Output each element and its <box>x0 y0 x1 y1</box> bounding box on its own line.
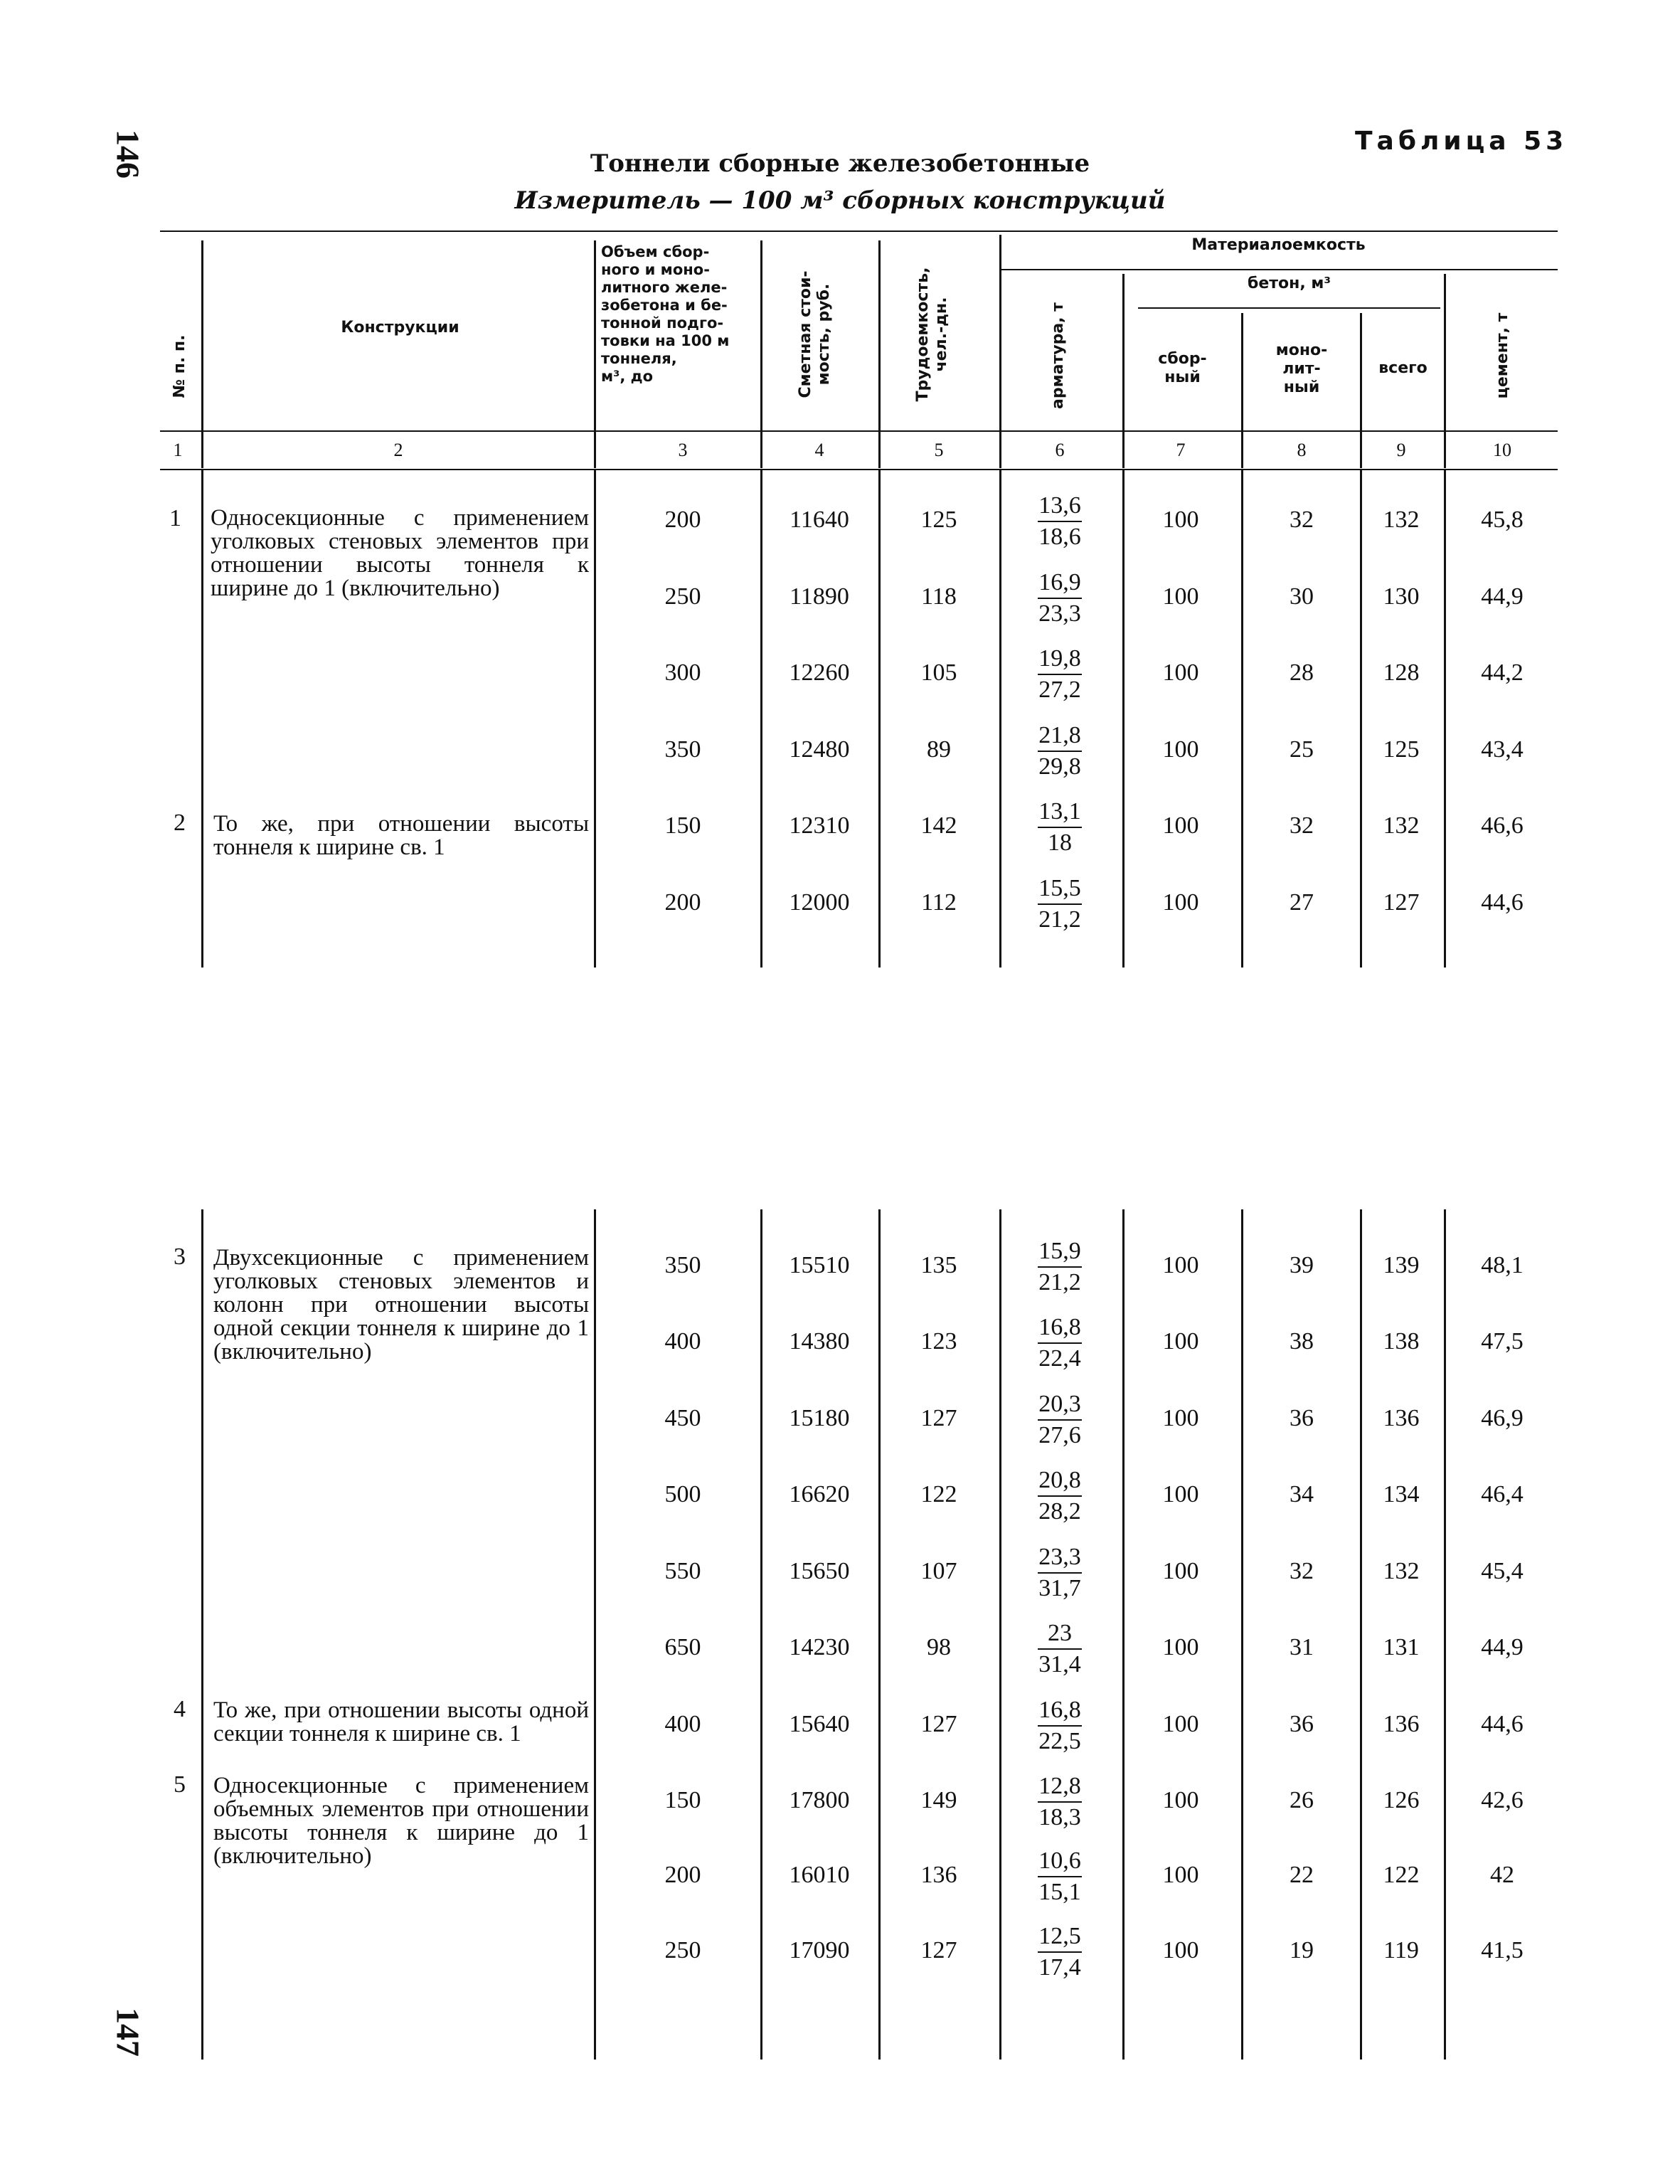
cement-cell: 46,6 <box>1481 812 1524 839</box>
cement-cell: 42 <box>1490 1862 1514 1888</box>
header-concrete: бетон, м³ <box>1248 275 1331 292</box>
volume-cell: 250 <box>664 1937 701 1963</box>
rebar-fraction <box>1035 1467 1085 1525</box>
volume-cell: 350 <box>664 736 701 763</box>
header-divider <box>1360 313 1362 468</box>
cement-cell: 45,8 <box>1481 507 1524 533</box>
rebar-fraction <box>1035 798 1085 857</box>
monolithic-cell: 36 <box>1290 1711 1314 1737</box>
precast-cell: 100 <box>1162 1481 1199 1507</box>
rebar-denominator: 17,4 <box>1038 1954 1081 1981</box>
column-divider <box>760 1209 762 2060</box>
rebar-numerator: 21,8 <box>1038 722 1081 748</box>
fraction-bar <box>1038 1801 1082 1803</box>
cost-cell: 12310 <box>789 812 850 839</box>
rebar-numerator: 16,8 <box>1038 1314 1081 1340</box>
monolithic-cell: 27 <box>1290 889 1314 916</box>
volume-cell: 350 <box>664 1252 701 1278</box>
cost-cell: 16010 <box>789 1862 850 1888</box>
rebar-fraction <box>1035 1848 1085 1906</box>
cement-cell: 44,9 <box>1481 583 1524 610</box>
header-rebar: арматура, т <box>1049 302 1067 409</box>
rebar-numerator: 10,6 <box>1038 1848 1081 1874</box>
table-label: Таблица 53 <box>1355 127 1568 156</box>
fraction-bar <box>1038 521 1082 522</box>
cost-cell: 15650 <box>789 1558 850 1584</box>
column-divider <box>999 1209 1001 2060</box>
rebar-fraction <box>1035 1544 1085 1602</box>
header-divider <box>760 240 762 468</box>
rebar-numerator: 16,9 <box>1038 569 1081 595</box>
rebar-numerator: 13,6 <box>1038 492 1081 519</box>
total-cell: 136 <box>1383 1405 1420 1431</box>
rebar-numerator: 20,8 <box>1038 1467 1081 1493</box>
volume-cell: 150 <box>664 1787 701 1813</box>
rebar-fraction <box>1035 1314 1085 1372</box>
volume-cell: 250 <box>664 583 701 610</box>
labor-cell: 127 <box>920 1405 957 1431</box>
header-total: всего <box>1378 359 1428 377</box>
rebar-denominator: 18 <box>1048 829 1072 856</box>
column-number: 7 <box>1176 440 1186 460</box>
labor-cell: 149 <box>920 1787 957 1813</box>
precast-cell: 100 <box>1162 1862 1199 1888</box>
column-number: 4 <box>814 440 824 460</box>
column-divider <box>201 1209 203 2060</box>
cement-cell: 46,4 <box>1481 1481 1524 1507</box>
monolithic-cell: 28 <box>1290 659 1314 686</box>
rebar-fraction <box>1035 1391 1085 1449</box>
cement-cell: 42,6 <box>1481 1787 1524 1813</box>
cost-cell: 15640 <box>789 1711 850 1737</box>
rebar-denominator: 28,2 <box>1038 1498 1081 1525</box>
header-divider <box>878 240 881 468</box>
total-cell: 131 <box>1383 1634 1420 1660</box>
header-divider <box>201 240 203 468</box>
group-number: 5 <box>174 1771 186 1798</box>
labor-cell: 105 <box>920 659 957 686</box>
fraction-bar <box>1038 1572 1082 1574</box>
monolithic-cell: 32 <box>1290 507 1314 533</box>
precast-cell: 100 <box>1162 659 1199 686</box>
cost-cell: 11640 <box>790 507 849 533</box>
precast-cell: 100 <box>1162 583 1199 610</box>
column-number: 10 <box>1493 440 1511 460</box>
column-divider <box>878 470 881 968</box>
cost-cell: 14230 <box>789 1634 850 1660</box>
header-divider <box>999 235 1001 468</box>
group-number: 4 <box>174 1696 186 1722</box>
fraction-bar <box>1038 1876 1082 1877</box>
header-cement: цемент, т <box>1494 312 1511 399</box>
precast-cell: 100 <box>1162 1711 1199 1737</box>
rebar-denominator: 18,6 <box>1038 524 1081 550</box>
labor-cell: 125 <box>920 507 957 533</box>
rebar-fraction <box>1035 1620 1085 1678</box>
column-divider <box>878 1209 881 2060</box>
column-numbers-top-rule <box>160 430 1558 432</box>
rebar-numerator: 15,5 <box>1038 875 1081 901</box>
rebar-fraction <box>1035 722 1085 780</box>
total-cell: 128 <box>1383 659 1420 686</box>
precast-cell: 100 <box>1162 1634 1199 1660</box>
precast-cell: 100 <box>1162 812 1199 839</box>
rebar-numerator: 12,5 <box>1038 1923 1081 1949</box>
total-cell: 130 <box>1383 583 1420 610</box>
page-title: Тоннели сборные железобетонные <box>590 149 1090 178</box>
precast-cell: 100 <box>1162 1787 1199 1813</box>
right-page-number: 147 <box>110 2008 147 2057</box>
cost-cell: 12260 <box>789 659 850 686</box>
column-divider <box>1122 1209 1125 2060</box>
precast-cell: 100 <box>1162 1558 1199 1584</box>
volume-cell: 650 <box>664 1634 701 1660</box>
cement-cell: 47,5 <box>1481 1328 1524 1355</box>
precast-cell: 100 <box>1162 1252 1199 1278</box>
column-number: 6 <box>1055 440 1065 460</box>
materials-rule <box>999 269 1558 270</box>
page-subtitle: Измеритель — 100 м³ сборных конструкций <box>514 186 1166 215</box>
labor-cell: 107 <box>920 1558 957 1584</box>
header-divider <box>594 240 596 468</box>
column-divider <box>999 470 1001 968</box>
fraction-bar <box>1038 674 1082 675</box>
rebar-denominator: 15,1 <box>1038 1879 1081 1905</box>
monolithic-cell: 19 <box>1290 1937 1314 1963</box>
precast-cell: 100 <box>1162 1405 1199 1431</box>
monolithic-cell: 30 <box>1290 583 1314 610</box>
rebar-denominator: 21,2 <box>1038 906 1081 933</box>
monolithic-cell: 32 <box>1290 1558 1314 1584</box>
column-numbers-bottom-rule <box>160 469 1558 470</box>
labor-cell: 127 <box>920 1937 957 1963</box>
labor-cell: 136 <box>920 1862 957 1888</box>
volume-cell: 450 <box>664 1405 701 1431</box>
fraction-bar <box>1038 1419 1082 1421</box>
group-description: То же, при отношении высоты одной секции тоннеля к ширине св. 1 <box>213 1697 589 1746</box>
fraction-bar <box>1038 751 1082 752</box>
monolithic-cell: 31 <box>1290 1634 1314 1660</box>
header-precast: сбор- ный <box>1158 350 1207 386</box>
labor-cell: 112 <box>921 889 957 916</box>
header-construction: Конструкции <box>341 319 459 336</box>
labor-cell: 89 <box>927 736 951 763</box>
header-divider <box>1444 274 1446 468</box>
column-number: 2 <box>393 440 403 460</box>
cement-cell: 44,6 <box>1481 1711 1524 1737</box>
fraction-bar <box>1038 1725 1082 1727</box>
rebar-denominator: 22,4 <box>1038 1345 1081 1372</box>
column-divider <box>201 470 203 968</box>
monolithic-cell: 22 <box>1290 1862 1314 1888</box>
header-labor: Трудоемкость, чел.-дн. <box>914 267 950 402</box>
cost-cell: 15180 <box>789 1405 850 1431</box>
total-cell: 127 <box>1383 889 1420 916</box>
rebar-denominator: 31,4 <box>1038 1651 1081 1677</box>
rebar-denominator: 18,3 <box>1038 1804 1081 1830</box>
header-num: № п. п. <box>171 334 188 398</box>
cement-cell: 44,6 <box>1481 889 1524 916</box>
total-cell: 138 <box>1383 1328 1420 1355</box>
rebar-fraction <box>1035 1923 1085 1981</box>
labor-cell: 127 <box>920 1711 957 1737</box>
labor-cell: 98 <box>927 1634 951 1660</box>
column-divider <box>1122 470 1125 968</box>
volume-cell: 200 <box>664 889 701 916</box>
total-cell: 126 <box>1383 1787 1420 1813</box>
total-cell: 119 <box>1383 1937 1419 1963</box>
monolithic-cell: 32 <box>1290 812 1314 839</box>
total-cell: 132 <box>1383 812 1420 839</box>
total-cell: 136 <box>1383 1711 1420 1737</box>
labor-cell: 118 <box>921 583 957 610</box>
cost-cell: 17800 <box>789 1787 850 1813</box>
cost-cell: 11890 <box>790 583 849 610</box>
column-divider <box>1241 1209 1243 2060</box>
total-cell: 132 <box>1383 507 1420 533</box>
volume-cell: 400 <box>664 1328 701 1355</box>
monolithic-cell: 25 <box>1290 736 1314 763</box>
header-cost: Сметная стои- мость, руб. <box>797 270 833 398</box>
fraction-bar <box>1038 598 1082 599</box>
rebar-numerator: 23,3 <box>1038 1544 1081 1570</box>
header-volume: Объем сбор- ного и моно- литного желе- зобетона и бе- тонной подго- товки на 100 м тоннеля, м³, до <box>601 243 730 385</box>
cement-cell: 44,2 <box>1481 659 1524 686</box>
group-description: Двухсекционные с применением уголковых стеновых элементов и колонн при отношении высоты одной секции тоннеля к ширине до 1 (включительно) <box>213 1245 589 1364</box>
labor-cell: 142 <box>920 812 957 839</box>
rebar-fraction <box>1035 1697 1085 1755</box>
cost-cell: 15510 <box>789 1252 850 1278</box>
column-number: 8 <box>1297 440 1307 460</box>
monolithic-cell: 34 <box>1290 1481 1314 1507</box>
rebar-numerator: 19,8 <box>1038 645 1081 672</box>
cost-cell: 14380 <box>789 1328 850 1355</box>
rebar-fraction <box>1035 1773 1085 1831</box>
rebar-denominator: 31,7 <box>1038 1575 1081 1601</box>
total-cell: 139 <box>1383 1252 1420 1278</box>
rebar-denominator: 27,6 <box>1038 1422 1081 1448</box>
rebar-numerator: 23 <box>1048 1620 1072 1646</box>
total-cell: 134 <box>1383 1481 1420 1507</box>
precast-cell: 100 <box>1162 736 1199 763</box>
total-cell: 122 <box>1383 1862 1420 1888</box>
rebar-denominator: 21,2 <box>1038 1269 1081 1295</box>
labor-cell: 122 <box>920 1481 957 1507</box>
total-cell: 125 <box>1383 736 1420 763</box>
monolithic-cell: 39 <box>1290 1252 1314 1278</box>
header-top-rule <box>160 230 1558 232</box>
column-divider <box>594 470 596 968</box>
monolithic-cell: 36 <box>1290 1405 1314 1431</box>
column-divider <box>760 470 762 968</box>
header-monolithic: моно- лит- ный <box>1275 341 1328 396</box>
rebar-fraction <box>1035 875 1085 933</box>
rebar-fraction <box>1035 492 1085 551</box>
volume-cell: 200 <box>664 507 701 533</box>
concrete-rule <box>1138 307 1440 309</box>
rebar-numerator: 16,8 <box>1038 1697 1081 1723</box>
rebar-denominator: 29,8 <box>1038 753 1081 780</box>
volume-cell: 150 <box>664 812 701 839</box>
column-number: 9 <box>1396 440 1406 460</box>
rebar-numerator: 15,9 <box>1038 1238 1081 1264</box>
volume-cell: 400 <box>664 1711 701 1737</box>
precast-cell: 100 <box>1162 507 1199 533</box>
left-page-number: 146 <box>110 129 147 179</box>
rebar-denominator: 23,3 <box>1038 600 1081 627</box>
rebar-numerator: 13,1 <box>1038 798 1081 825</box>
volume-cell: 300 <box>664 659 701 686</box>
fraction-bar <box>1038 827 1082 828</box>
group-description: То же, при отношении высоты тоннеля к ширине св. 1 <box>213 811 589 860</box>
monolithic-cell: 38 <box>1290 1328 1314 1355</box>
cost-cell: 16620 <box>789 1481 850 1507</box>
fraction-bar <box>1038 1951 1082 1953</box>
fraction-bar <box>1038 903 1082 905</box>
column-divider <box>594 1209 596 2060</box>
header-materials: Материалоемкость <box>1191 236 1366 254</box>
group-number: 2 <box>174 810 186 836</box>
rebar-fraction <box>1035 569 1085 627</box>
fraction-bar <box>1038 1266 1082 1268</box>
group-description: Односекционные с применением объемных элементов при отношении высоты тоннеля к ширине до 1 (включительно) <box>213 1773 589 1869</box>
labor-cell: 123 <box>920 1328 957 1355</box>
monolithic-cell: 26 <box>1290 1787 1314 1813</box>
total-cell: 132 <box>1383 1558 1420 1584</box>
volume-cell: 500 <box>664 1481 701 1507</box>
rebar-denominator: 27,2 <box>1038 677 1081 703</box>
volume-cell: 200 <box>664 1862 701 1888</box>
cement-cell: 44,9 <box>1481 1634 1524 1660</box>
cement-cell: 45,4 <box>1481 1558 1524 1584</box>
column-number: 1 <box>173 440 183 460</box>
fraction-bar <box>1038 1648 1082 1650</box>
group-number: 3 <box>174 1244 186 1270</box>
rebar-numerator: 20,3 <box>1038 1391 1081 1417</box>
cement-cell: 43,4 <box>1481 736 1524 763</box>
volume-cell: 550 <box>664 1558 701 1584</box>
fraction-bar <box>1038 1495 1082 1497</box>
rebar-fraction <box>1035 1238 1085 1296</box>
cost-cell: 17090 <box>789 1937 850 1963</box>
cement-cell: 46,9 <box>1481 1405 1524 1431</box>
fraction-bar <box>1038 1342 1082 1344</box>
cement-cell: 41,5 <box>1481 1937 1524 1963</box>
column-divider <box>1241 470 1243 968</box>
rebar-fraction <box>1035 645 1085 704</box>
precast-cell: 100 <box>1162 889 1199 916</box>
cost-cell: 12000 <box>789 889 850 916</box>
column-number: 5 <box>934 440 944 460</box>
labor-cell: 135 <box>920 1252 957 1278</box>
group-number: 1 <box>169 505 181 531</box>
group-description: Односекционные с применением уголковых стеновых элементов при отношении высоты тоннеля к ширине до 1 (включительно) <box>211 505 589 601</box>
rebar-numerator: 12,8 <box>1038 1773 1081 1799</box>
cost-cell: 12480 <box>789 736 850 763</box>
precast-cell: 100 <box>1162 1328 1199 1355</box>
column-number: 3 <box>678 440 688 460</box>
rebar-denominator: 22,5 <box>1038 1728 1081 1754</box>
precast-cell: 100 <box>1162 1937 1199 1963</box>
cement-cell: 48,1 <box>1481 1252 1524 1278</box>
